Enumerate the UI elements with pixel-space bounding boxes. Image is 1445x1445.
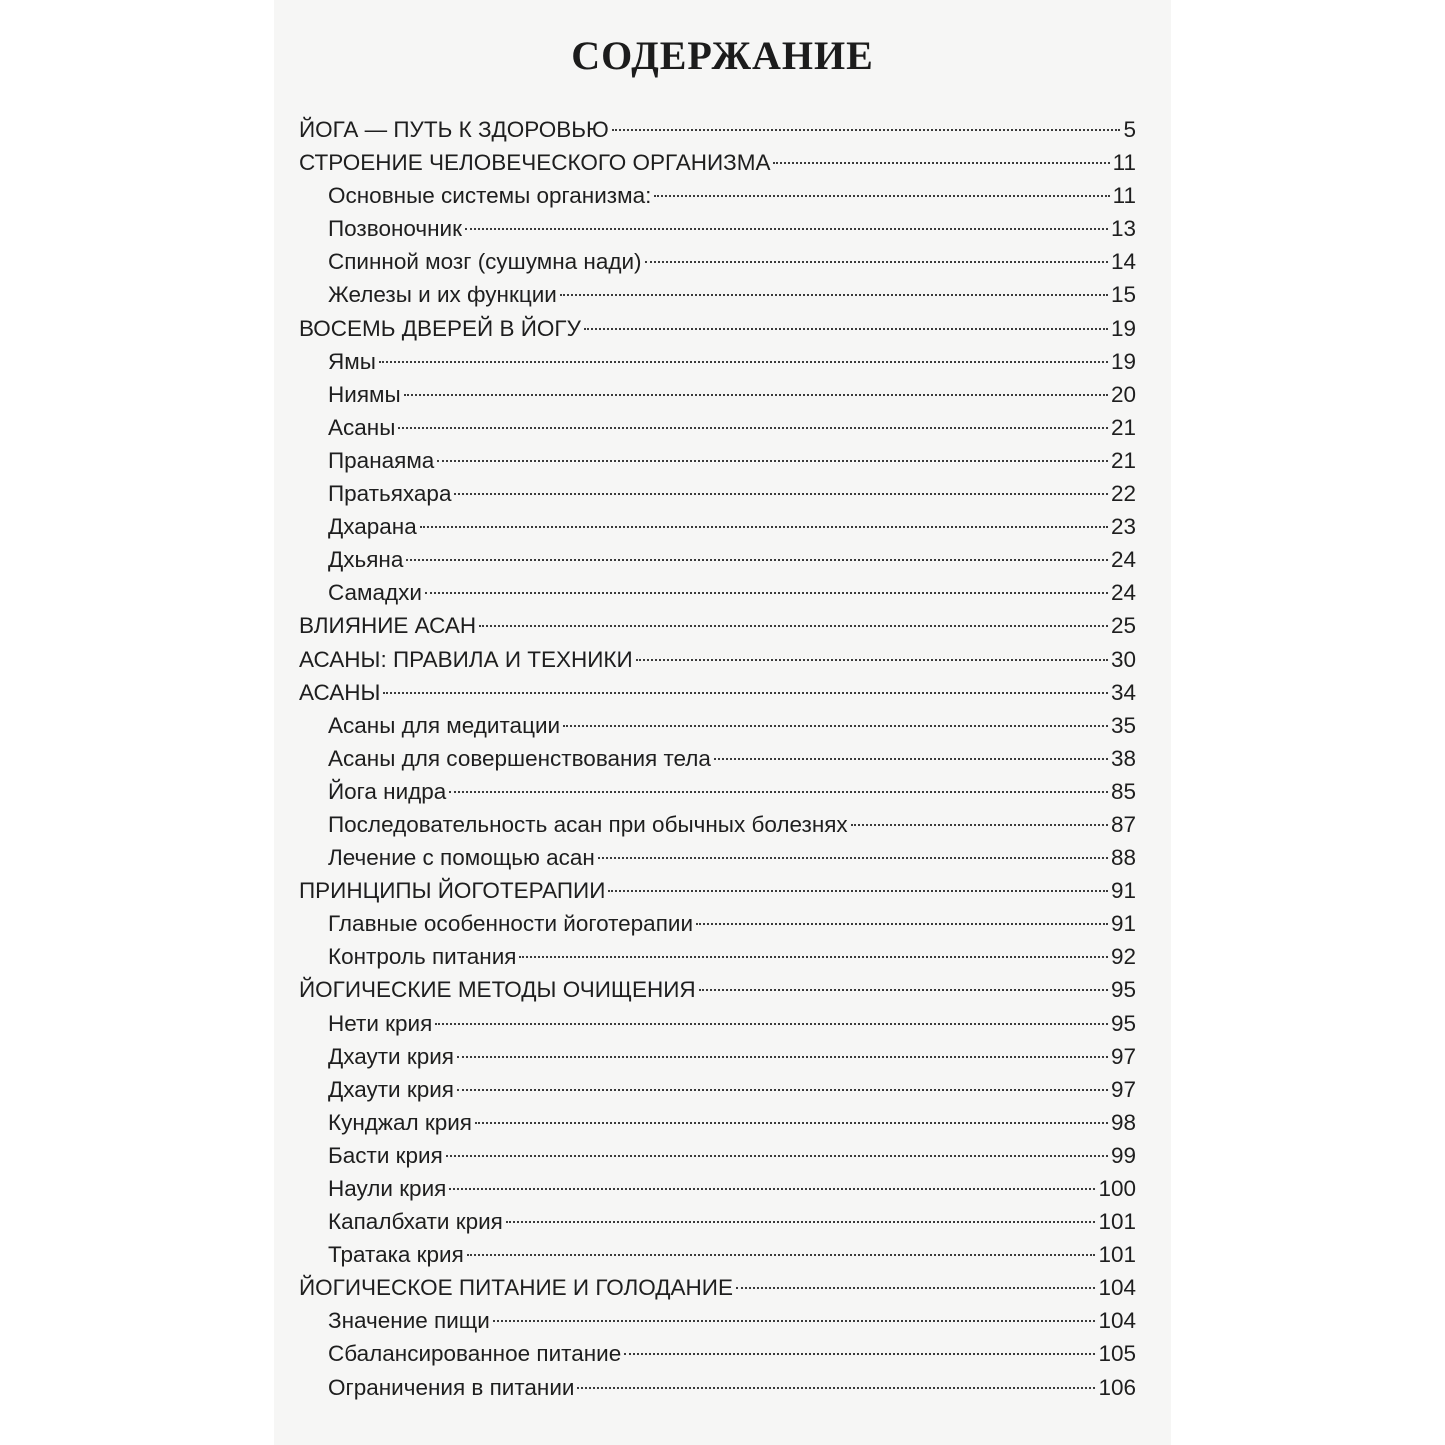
toc-subsection-entry [328,742,1136,775]
toc-subsection-entry [328,510,1136,543]
toc-page-number: 19 [1110,315,1136,341]
toc-page-number: 11 [1112,150,1136,176]
toc-entry-label: ЙОГА — ПУТЬ К ЗДОРОВЬЮ [299,117,609,142]
toc-subsection-entry [328,1238,1136,1271]
toc-page-number: 21 [1110,447,1136,473]
toc-subsection-entry [328,709,1136,742]
toc-subsection-entry [328,1371,1136,1404]
dot-leader [645,261,1108,263]
toc-entry-label: Асаны [328,414,396,440]
toc-subsection-entry [328,1172,1136,1205]
toc-entry-label: Дхарана [328,514,417,540]
toc-subsection-entry [328,907,1136,940]
toc-subsection-entry [328,1073,1136,1106]
toc-page-number: 91 [1110,878,1136,904]
toc-page-number: 22 [1110,481,1136,507]
toc-page-number: 38 [1110,745,1136,771]
toc-entry-label: Нети крия [328,1010,433,1036]
toc-page-number: 95 [1110,1010,1136,1036]
dot-leader [449,1188,1095,1190]
dot-leader [506,1221,1096,1223]
toc-entry-label: ВОСЕМЬ ДВЕРЕЙ В ЙОГУ [299,315,581,341]
dot-leader [624,1353,1095,1355]
toc-entry-label: ЙОГИЧЕСКИЕ МЕТОДЫ ОЧИЩЕНИЯ [299,977,696,1003]
toc-page-number: 105 [1098,1341,1136,1367]
toc-page-number: 99 [1110,1142,1136,1168]
dot-leader [519,956,1107,958]
toc-entry-label: Основные системы организма: [328,183,652,209]
dot-leader [612,129,1121,131]
dot-leader [449,791,1108,793]
toc-page-number: 92 [1110,944,1136,970]
dot-leader [454,493,1108,495]
toc-subsection-entry [328,1337,1136,1370]
toc-page-number: 21 [1110,414,1136,440]
toc-entry-label: ЙОГИЧЕСКОЕ ПИТАНИЕ И ГОЛОДАНИЕ [299,1275,733,1301]
toc-page-number: 85 [1110,778,1136,804]
toc-page-number: 30 [1110,646,1136,672]
toc-entry-label: Железы и их функции [328,282,557,308]
dot-leader [457,1056,1108,1058]
toc-subsection-entry [328,1304,1136,1337]
dot-leader [636,659,1108,661]
toc-subsection-entry [328,1040,1136,1073]
toc-section-entry [299,609,1136,642]
toc-page-number: 98 [1110,1109,1136,1135]
toc-entry-label: ВЛИЯНИЕ АСАН [299,613,477,639]
toc-subsection-entry [328,345,1136,378]
toc-entry-label: Наули крия [328,1176,447,1201]
toc-subsection-entry [328,1007,1136,1040]
toc-subsection-entry [328,444,1136,477]
toc-entry-label: Капалбхати крия [328,1209,503,1235]
toc-subsection-entry [328,245,1136,278]
toc-entry-label: АСАНЫ: ПРАВИЛА И ТЕХНИКИ [299,646,633,672]
dot-leader [425,592,1108,594]
toc-entry-label: Дхаути крия [328,1043,454,1069]
dot-leader [608,890,1108,892]
dot-leader [851,824,1108,826]
toc-page-number: 88 [1110,845,1136,871]
toc-page-number: 5 [1123,117,1136,142]
dot-leader [584,328,1108,330]
dot-leader [493,1320,1096,1322]
toc-page-number: 95 [1110,977,1136,1003]
dot-leader [560,294,1108,296]
toc-page-number: 91 [1110,911,1136,937]
book-page [274,0,1171,1445]
toc-entry-label: Спинной мозг (сушумна нади) [328,249,642,275]
toc-page-number: 14 [1110,249,1136,275]
toc-entry-label: Ниямы [328,381,401,407]
toc-entry-label: Басти крия [328,1142,443,1168]
toc-entry-label: Асаны для медитации [328,712,561,738]
toc-entry-label: АСАНЫ [299,679,381,705]
toc-subsection-entry [328,378,1136,411]
toc-page-number: 23 [1110,514,1136,540]
toc-page-number: 24 [1110,580,1136,606]
toc-section-entry [299,676,1136,709]
dot-leader [475,1122,1108,1124]
dot-leader [420,526,1108,528]
dot-leader [406,559,1108,561]
toc-page-number: 104 [1098,1275,1136,1301]
dot-leader [404,394,1108,396]
toc-subsection-entry [328,179,1136,212]
toc-page-number: 104 [1098,1308,1136,1334]
dot-leader [696,923,1108,925]
dot-leader [773,162,1109,164]
dot-leader [699,989,1108,991]
toc-section-entry [299,643,1136,676]
toc-entry-label: Главные особенности йоготерапии [328,911,694,937]
dot-leader [714,758,1108,760]
toc-subsection-entry [328,1106,1136,1139]
toc-section-entry [299,874,1136,907]
toc-page-number: 87 [1110,811,1136,837]
dot-leader [479,625,1108,627]
dot-leader [598,857,1108,859]
dot-leader [563,725,1108,727]
toc-page-number: 15 [1110,282,1136,308]
dot-leader [654,195,1109,197]
toc-section-entry [299,146,1136,179]
toc-page-number: 101 [1098,1242,1136,1268]
dot-leader [577,1387,1095,1389]
dot-leader [736,1287,1095,1289]
dot-leader [446,1155,1108,1157]
dot-leader [379,361,1108,363]
toc-page-number: 34 [1110,679,1136,705]
toc-page-number: 97 [1110,1076,1136,1102]
toc-entry-label: Лечение с помощью асан [328,845,595,871]
toc-entry-label: СТРОЕНИЕ ЧЕЛОВЕЧЕСКОГО ОРГАНИЗМА [299,150,771,176]
toc-page-number: 13 [1110,216,1136,242]
toc-entry-label: Пратьяхара [328,481,452,507]
toc-entry-label: Тратака крия [328,1242,464,1268]
toc-entry-label: Асаны для совершенствования тела [328,745,711,771]
toc-page-number: 106 [1098,1374,1136,1400]
toc-section-entry [299,312,1136,345]
toc-subsection-entry [328,477,1136,510]
page-title: СОДЕРЖАНИЕ [571,33,874,78]
toc-page-number: 25 [1110,613,1136,639]
toc-entry-label: Дхаути крия [328,1076,454,1102]
toc-page-number: 20 [1110,381,1136,407]
toc-page-number: 24 [1110,547,1136,573]
toc-page-number: 35 [1110,712,1136,738]
toc-section-entry [299,973,1136,1006]
toc-page-number: 97 [1110,1043,1136,1069]
toc-entry-label: Сбалансированное питание [328,1341,622,1367]
dot-leader [398,427,1108,429]
toc-section-entry [299,1271,1136,1304]
toc-entry-label: Контроль питания [328,944,517,970]
dot-leader [465,228,1108,230]
toc-subsection-entry [328,411,1136,444]
toc-subsection-entry [328,775,1136,808]
toc-subsection-entry [328,841,1136,874]
dot-leader [437,460,1108,462]
toc-entry-label: Йога нидра [328,778,447,804]
toc-entry-label: ПРИНЦИПЫ ЙОГОТЕРАПИИ [299,878,606,904]
toc-subsection-entry [328,278,1136,311]
toc-subsection-entry [328,940,1136,973]
toc-subsection-entry [328,576,1136,609]
dot-leader [457,1089,1108,1091]
toc-page-number: 11 [1112,183,1136,209]
toc-subsection-entry [328,808,1136,841]
toc-entry-label: Самадхи [328,580,422,606]
toc-entry-label: Пранаяма [328,447,435,473]
table-of-contents [274,113,1171,1404]
dot-leader [467,1254,1096,1256]
toc-entry-label: Кунджал крия [328,1109,472,1135]
toc-page-number: 19 [1110,348,1136,374]
dot-leader [435,1023,1108,1025]
toc-subsection-entry [328,212,1136,245]
toc-page-number: 100 [1098,1176,1136,1201]
toc-entry-label: Ямы [328,348,376,374]
toc-entry-label: Последовательность асан при обычных болезнях [328,811,848,837]
toc-page-number: 101 [1098,1209,1136,1235]
toc-entry-label: Ограничения в питании [328,1374,575,1400]
toc-subsection-entry [328,543,1136,576]
dot-leader [383,692,1108,694]
toc-entry-label: Позвоночник [328,216,462,242]
toc-subsection-entry [328,1139,1136,1172]
toc-section-entry [299,113,1136,146]
toc-subsection-entry [328,1205,1136,1238]
toc-entry-label: Дхьяна [328,547,404,573]
toc-entry-label: Значение пищи [328,1308,490,1334]
